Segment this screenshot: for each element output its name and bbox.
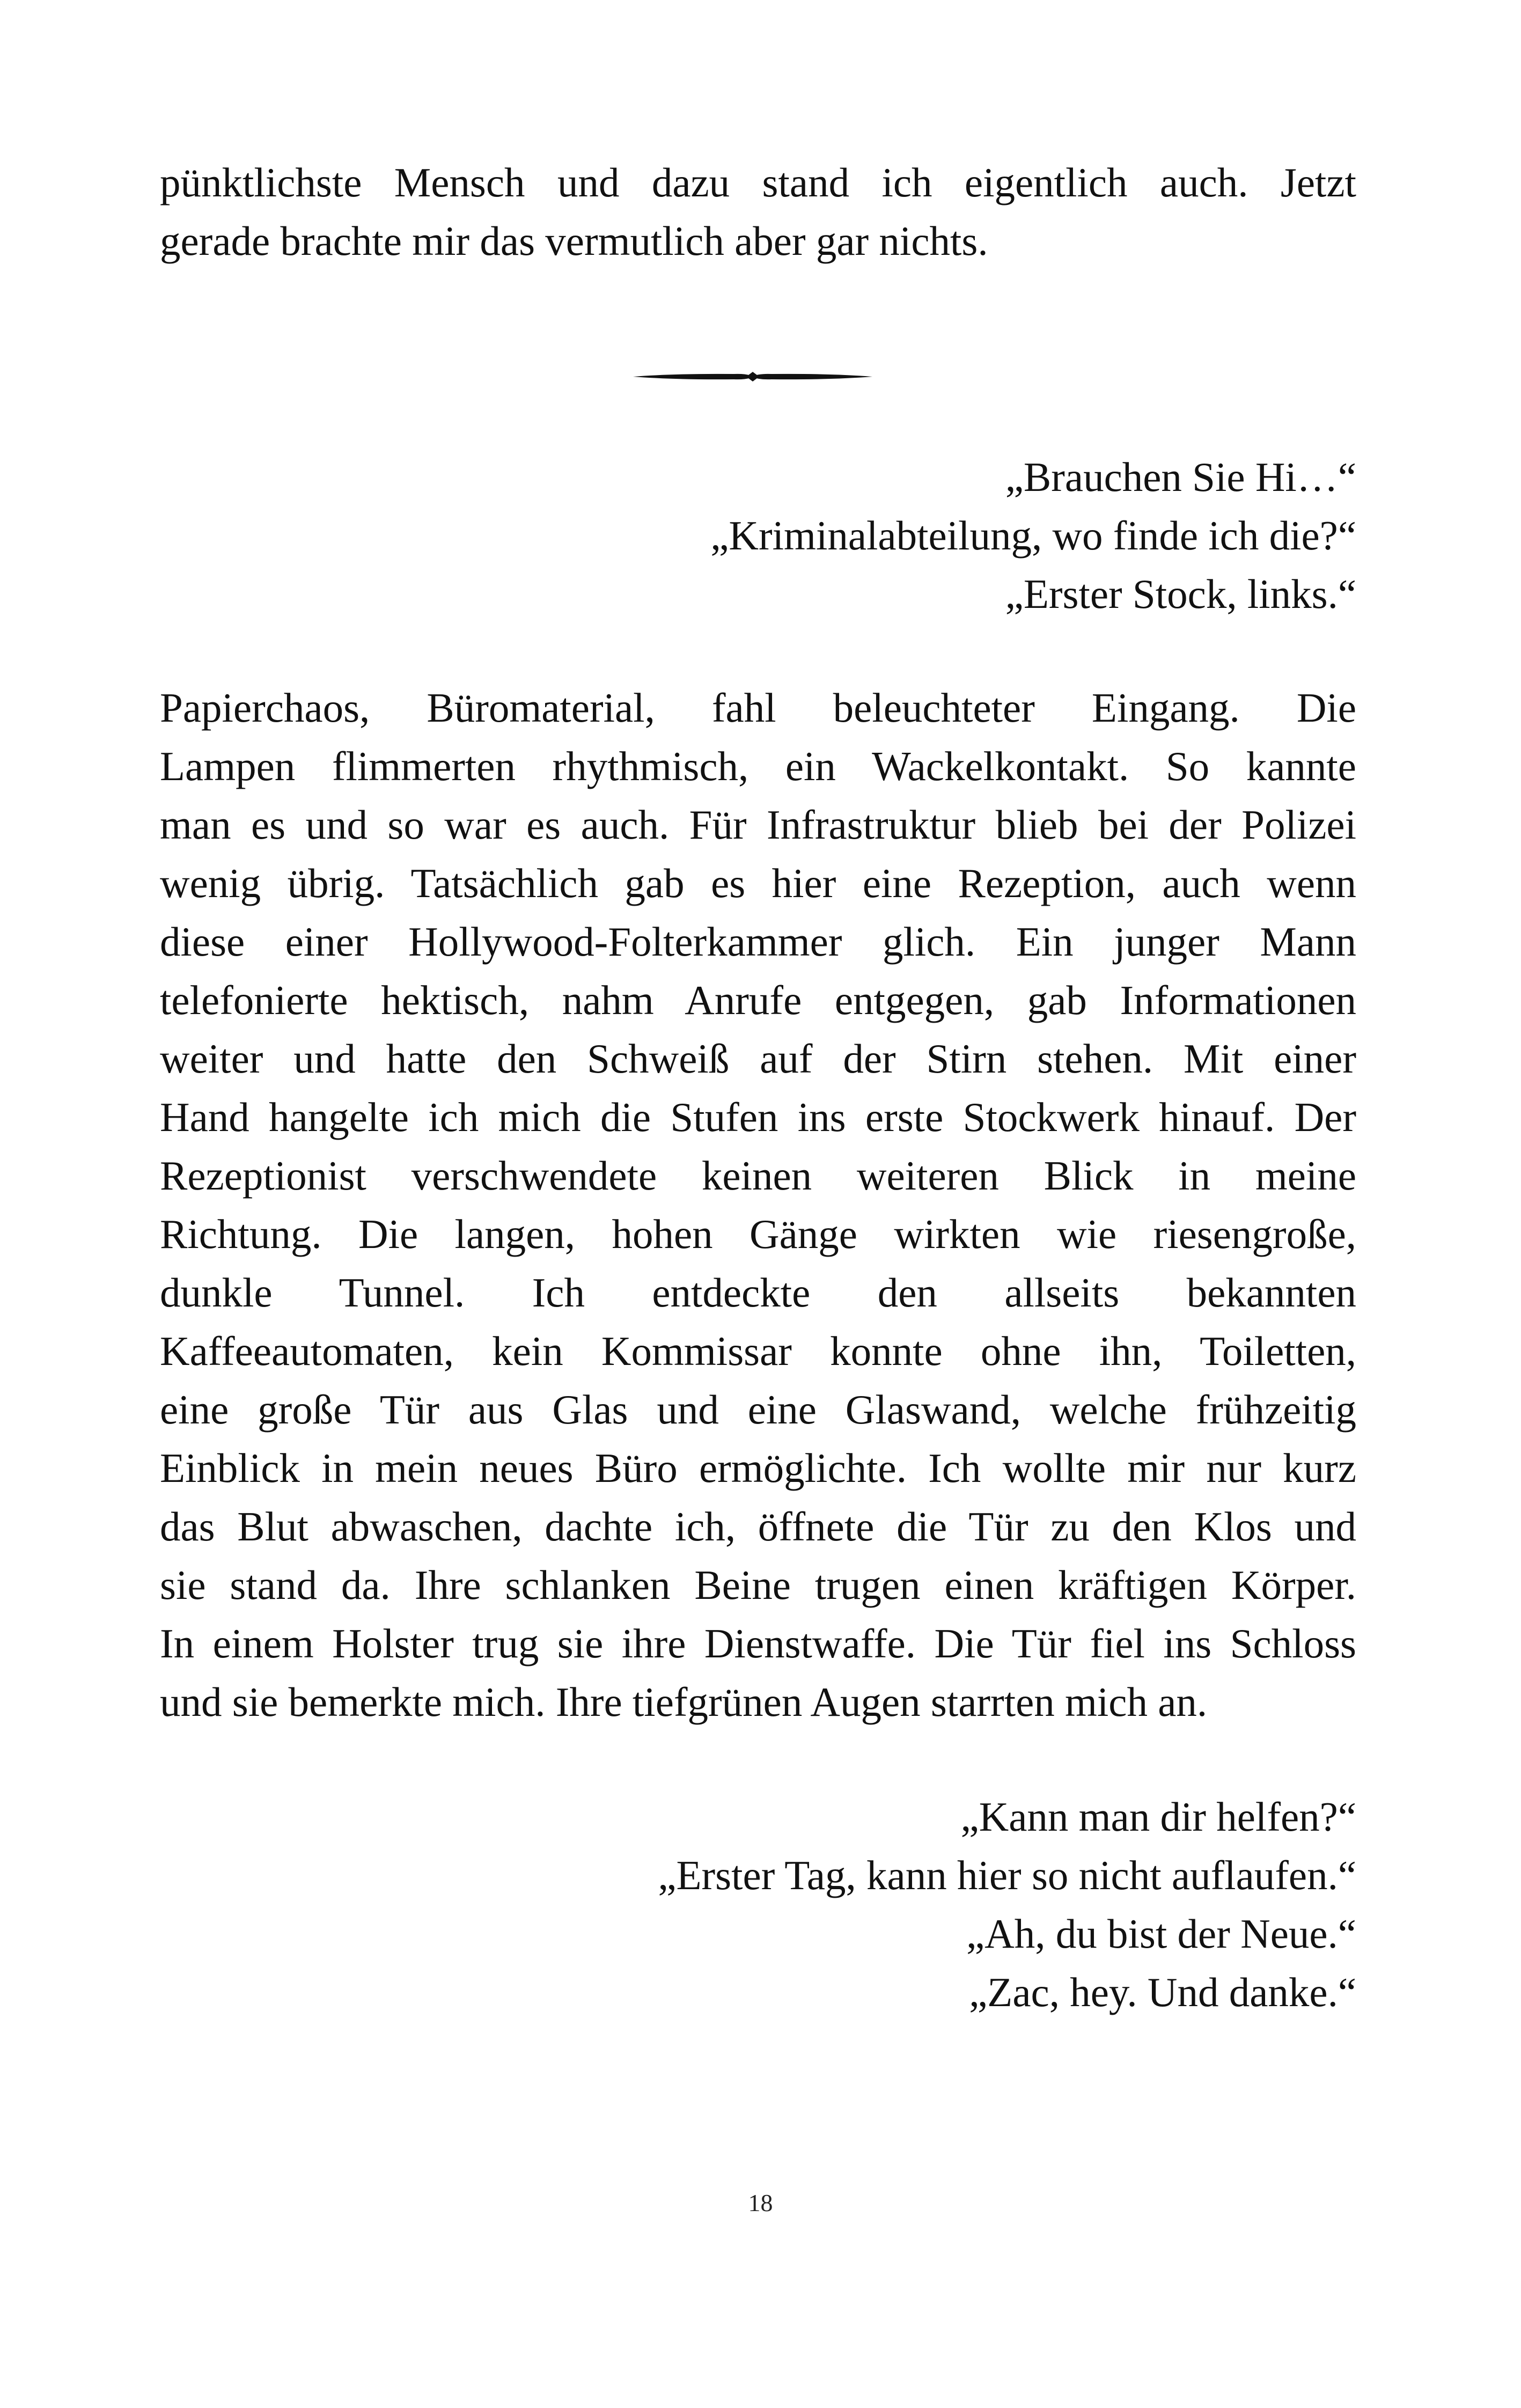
- dialogue-line: „Zac, hey. Und danke.“: [969, 1969, 1356, 2015]
- dialogue-line: „Erster Stock, links.“: [1005, 571, 1356, 617]
- paragraph-line: eine große Tür aus Glas und eine Glaswand, welche frühzeitig: [160, 1386, 1356, 1433]
- dialogue-line: „Brauchen Sie Hi…“: [1005, 454, 1356, 500]
- paragraph-line: das Blut abwaschen, dachte ich, öffnete die Tür zu den Klos und: [160, 1503, 1356, 1550]
- main-paragraph: [160, 679, 1356, 1731]
- paragraph-line: man es und so war es auch. Für Infrastruktur blieb bei der Polizei: [160, 802, 1356, 848]
- paragraph-line: Richtung. Die langen, hohen Gänge wirkten wie riesengroße,: [160, 1211, 1356, 1257]
- dialogue-line: „Kann man dir helfen?“: [960, 1794, 1356, 1840]
- paragraph-line: weiter und hatte den Schweiß auf der Stirn stehen. Mit einer: [160, 1036, 1356, 1082]
- paragraph-line: telefonierte hektisch, nahm Anrufe entgegen, gab Informationen: [160, 977, 1356, 1023]
- dialogue-line: „Kriminalabteilung, wo finde ich die?“: [710, 512, 1356, 559]
- paragraph-line: Lampen flimmerten rhythmisch, ein Wackelkontakt. So kannte: [160, 743, 1356, 789]
- paragraph-line: wenig übrig. Tatsächlich gab es hier eine Rezeption, auch wenn: [160, 860, 1356, 906]
- paragraph-line: gerade brachte mir das vermutlich aber gar nichts.: [160, 218, 988, 264]
- dialogue-line: „Erster Tag, kann hier so nicht auflaufen.“: [658, 1852, 1356, 1898]
- dialogue-line: „Ah, du bist der Neue.“: [966, 1911, 1356, 1957]
- paragraph-line: dunkle Tunnel. Ich entdeckte den allseits bekannten: [160, 1269, 1356, 1316]
- paragraph-line: diese einer Hollywood-Folterkammer glich. Ein junger Mann: [160, 919, 1356, 965]
- paragraph-continuation: [160, 153, 1356, 270]
- page-number: 18: [748, 2189, 773, 2216]
- dialogue-block: [160, 448, 1356, 623]
- paragraph-line: sie stand da. Ihre schlanken Beine trugen einen kräftigen Körper.: [160, 1562, 1356, 1608]
- paragraph-line: Hand hangelte ich mich die Stufen ins erste Stockwerk hinauf. Der: [160, 1094, 1356, 1140]
- paragraph-line: Kaffeeautomaten, kein Kommissar konnte ohne ihn, Toiletten,: [160, 1328, 1356, 1374]
- paragraph-line: und sie bemerkte mich. Ihre tiefgrünen Augen starrten mich an.: [160, 1679, 1208, 1725]
- paragraph-line: Papierchaos, Büromaterial, fahl beleuchteter Eingang. Die: [160, 685, 1356, 731]
- dialogue-block: [160, 1788, 1356, 2022]
- paragraph-line: In einem Holster trug sie ihre Dienstwaffe. Die Tür fiel ins Schloss: [160, 1620, 1356, 1666]
- section-divider-ornament-icon: [632, 366, 873, 387]
- paragraph-line: Einblick in mein neues Büro ermöglichte. Ich wollte mir nur kurz: [160, 1445, 1356, 1491]
- paragraph-line: Rezeptionist verschwendete keinen weiteren Blick in meine: [160, 1152, 1356, 1199]
- paragraph-line: pünktlichste Mensch und dazu stand ich eigentlich auch. Jetzt: [160, 159, 1356, 205]
